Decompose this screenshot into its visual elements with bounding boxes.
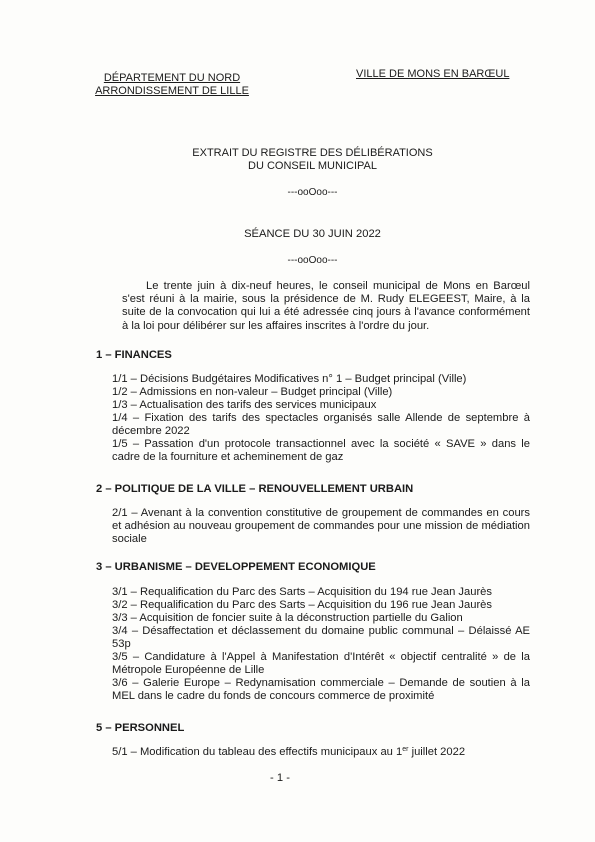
list-item: 1/5 – Passation d'un protocole transactionnel avec la société « SAVE » dans le cadre de la fourniture et acheminement de gaz bbox=[112, 438, 530, 463]
section-title-personnel: 5 – PERSONNEL bbox=[96, 722, 185, 734]
session-label: SÉANCE DU 30 JUIN 2022 bbox=[244, 228, 381, 240]
title-separator: ---ooOoo--- bbox=[287, 187, 338, 198]
title-line-1: EXTRAIT DU REGISTRE DES DÉLIBÉRATIONS bbox=[192, 147, 433, 159]
arrondissement-label: ARRONDISSEMENT DE LILLE bbox=[95, 84, 249, 97]
list-item: 3/2 – Requalification du Parc des Sarts – Acquisition du 196 rue Jean Jaurès bbox=[112, 599, 492, 611]
session-separator: ---ooOoo--- bbox=[287, 255, 338, 266]
list-item: 3/1 – Requalification du Parc des Sarts – Acquisition du 194 rue Jean Jaurès bbox=[112, 586, 492, 598]
list-item: 1/3 – Actualisation des tarifs des services municipaux bbox=[112, 399, 377, 411]
personnel-item-sup: er bbox=[402, 746, 409, 753]
list-item: 3/3 – Acquisition de foncier suite à la déconstruction partielle du Galion bbox=[112, 612, 463, 624]
intro-paragraph bbox=[122, 280, 530, 333]
personnel-item-prefix: 5/1 – Modification du tableau des effectifs municipaux au 1 bbox=[112, 746, 403, 758]
title-line-2: DU CONSEIL MUNICIPAL bbox=[248, 160, 377, 172]
section-items-urbanisme bbox=[112, 586, 530, 703]
header-left bbox=[92, 72, 252, 97]
list-item: 2/1 – Avenant à la convention constitutive de groupement de commandes en cours et adhésion au nouveau groupement de commandes pour une mission de médiation sociale bbox=[112, 507, 530, 545]
section-title-finances: 1 – FINANCES bbox=[96, 349, 172, 361]
town-label: VILLE DE MONS EN BARŒUL bbox=[356, 68, 510, 80]
list-item: 3/4 – Désaffectation et déclassement du domaine public communal – Délaissé AE 53p bbox=[112, 625, 530, 650]
list-item bbox=[112, 746, 530, 759]
section-title-urbanisme: 3 – URBANISME – DEVELOPPEMENT ECONOMIQUE bbox=[96, 561, 376, 573]
list-item: 1/1 – Décisions Budgétaires Modificatives n° 1 – Budget principal (Ville) bbox=[112, 373, 467, 385]
list-item: 3/5 – Candidature à l'Appel à Manifestation d'Intérêt « objectif centralité » de la Métropole Européenne de Lille bbox=[112, 651, 530, 676]
personnel-item-suffix: juillet 2022 bbox=[408, 746, 466, 758]
section-items-finances bbox=[112, 373, 530, 464]
list-item: 1/4 – Fixation des tarifs des spectacles organisés salle Allende de septembre à décembre 2022 bbox=[112, 412, 530, 437]
section-items-personnel bbox=[112, 746, 530, 759]
section-title-politique-ville: 2 – POLITIQUE DE LA VILLE – RENOUVELLEMENT URBAIN bbox=[96, 483, 414, 495]
section-items-politique-ville bbox=[112, 507, 530, 546]
list-item: 1/2 – Admissions en non-valeur – Budget principal (Ville) bbox=[112, 386, 393, 398]
document-title bbox=[0, 147, 595, 173]
intro-text: Le trente juin à dix-neuf heures, le conseil municipal de Mons en Barœul s'est réuni à la mairie, sous la présidence de M. Rudy ELEGEEST, Maire, à la suite de la convocation qui lui a été adressée cinq jours à l'avance conformément à la loi pour délibérer sur les affaires inscrites à l'ordre du jour. bbox=[122, 280, 530, 332]
list-item: 3/6 – Galerie Europe – Redynamisation commerciale – Demande de soutien à la MEL dans le cadre du fonds de concours commerce de proximité bbox=[112, 677, 530, 702]
department-label: DÉPARTEMENT DU NORD bbox=[103, 72, 241, 84]
page-number: - 1 - bbox=[270, 772, 290, 784]
